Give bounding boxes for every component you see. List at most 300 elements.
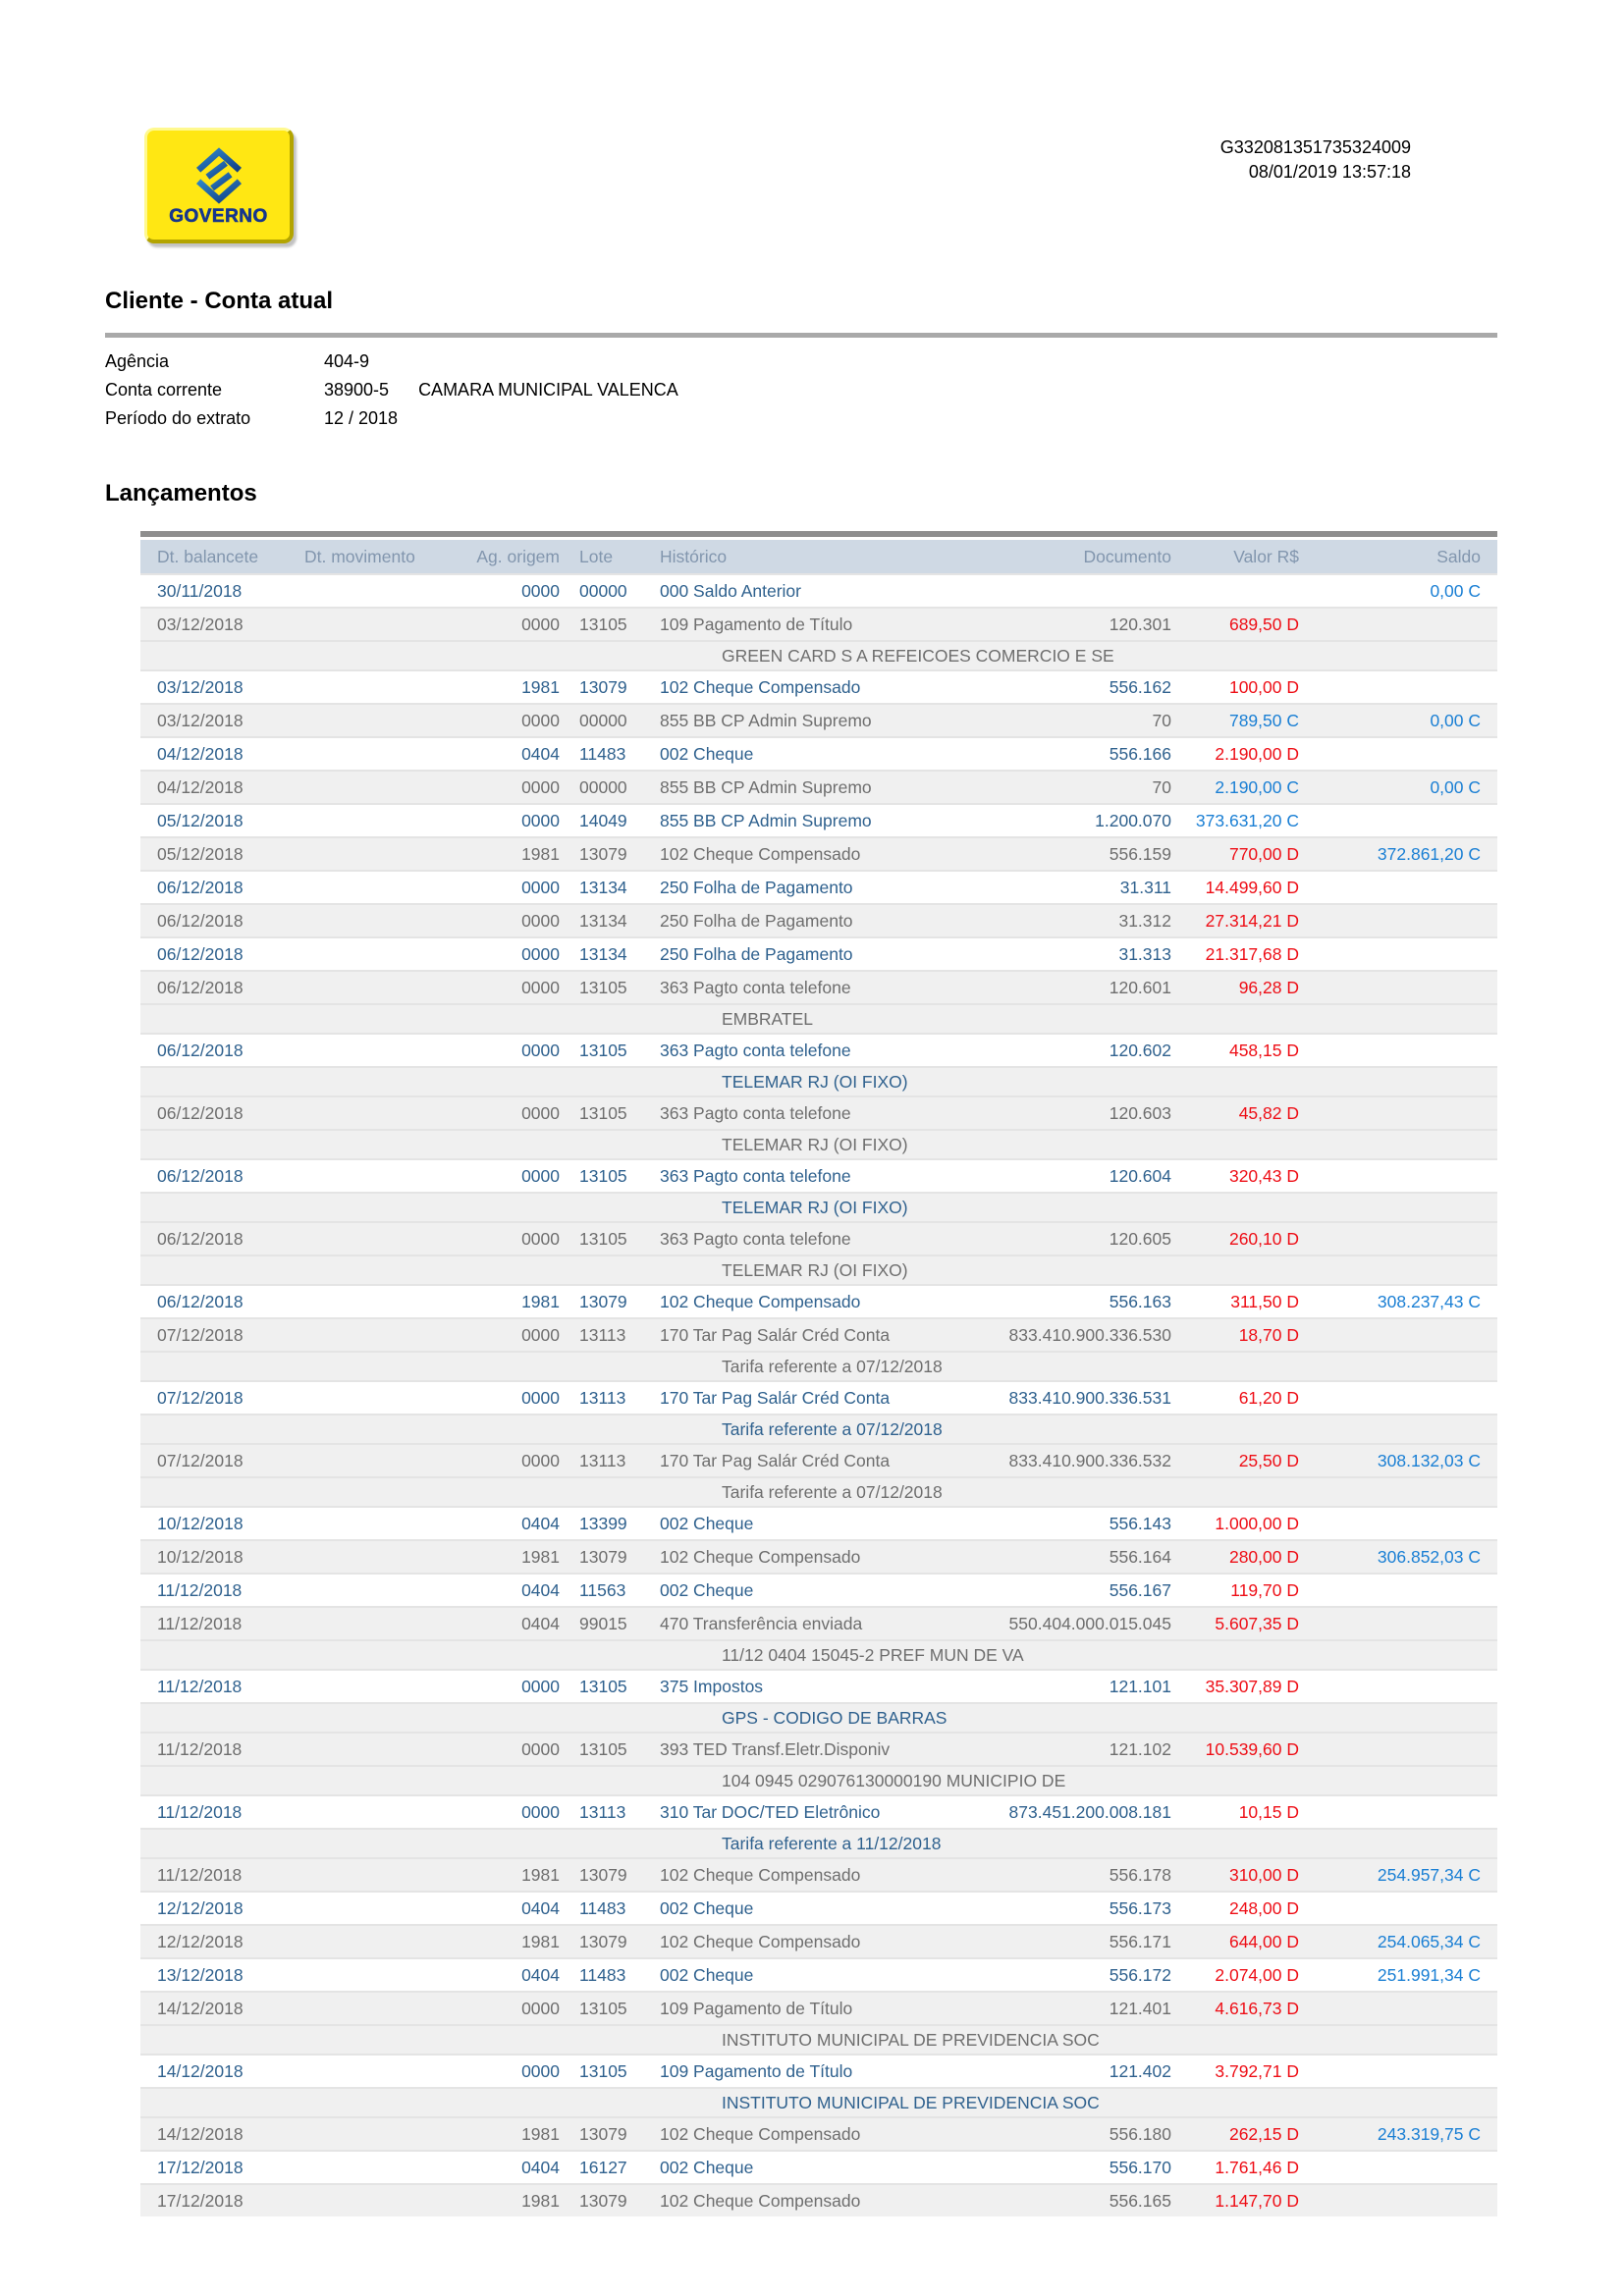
- protocol-number: G332081351735324009: [1219, 137, 1411, 157]
- documento-cell: 556.143: [1109, 1513, 1171, 1533]
- valor-cell: 25,50 D: [1238, 1450, 1299, 1470]
- dt-balancete-cell: 12/12/2018: [157, 1897, 244, 1918]
- valor-cell: 311,50 D: [1230, 1291, 1299, 1311]
- ag-origem-cell: 0404: [521, 1579, 560, 1600]
- col-header-dt-balancete: Dt. balancete: [157, 546, 259, 566]
- lote-cell: 13079: [579, 1546, 627, 1567]
- col-header-documento: Documento: [1083, 546, 1171, 566]
- saldo-cell: 0,00 C: [1430, 580, 1481, 601]
- transaction-row: [140, 1891, 1497, 1924]
- ag-origem-cell: 0000: [521, 1040, 560, 1060]
- lote-cell: 13105: [579, 1040, 627, 1060]
- lote-cell: 00000: [579, 580, 627, 601]
- transaction-row: [140, 1669, 1497, 1702]
- dt-balancete-cell: 14/12/2018: [157, 2123, 244, 2144]
- documento-cell: 121.101: [1109, 1676, 1171, 1696]
- valor-cell: 689,50 D: [1228, 614, 1299, 634]
- valor-cell: 2.074,00 D: [1215, 1964, 1299, 1985]
- transaction-row: [140, 936, 1497, 970]
- col-header-dt-movimento: Dt. movimento: [304, 546, 415, 566]
- valor-cell: 2.190,00 D: [1215, 743, 1299, 764]
- continuation-row: [140, 1765, 1497, 1794]
- valor-cell: 2.190,00 C: [1215, 776, 1299, 797]
- historico-cell: 102 Cheque Compensado: [660, 1546, 861, 1567]
- valor-cell: 10,15 D: [1238, 1801, 1299, 1822]
- agency-row: [105, 347, 1497, 376]
- dt-balancete-cell: 17/12/2018: [157, 2190, 244, 2211]
- dt-balancete-cell: 06/12/2018: [157, 877, 244, 897]
- documento-cell: 833.410.900.336.531: [1008, 1387, 1171, 1408]
- historico-cell: 102 Cheque Compensado: [660, 2123, 861, 2144]
- dt-balancete-cell: 11/12/2018: [157, 1613, 243, 1633]
- saldo-cell: 0,00 C: [1430, 776, 1481, 797]
- valor-cell: 320,43 D: [1228, 1165, 1299, 1186]
- valor-cell: 27.314,21 D: [1205, 910, 1299, 931]
- historico-cell: 363 Pagto conta telefone: [660, 1040, 851, 1060]
- dt-balancete-cell: 06/12/2018: [157, 1102, 244, 1123]
- transaction-row: [140, 607, 1497, 640]
- dt-balancete-cell: 07/12/2018: [157, 1450, 244, 1470]
- lote-cell: 13079: [579, 2190, 627, 2211]
- historico-cell: 170 Tar Pag Salár Créd Conta: [660, 1324, 891, 1345]
- lote-cell: 00000: [579, 710, 627, 730]
- dt-balancete-cell: 03/12/2018: [157, 676, 244, 697]
- lote-cell: 13113: [579, 1387, 626, 1408]
- dt-balancete-cell: 13/12/2018: [157, 1964, 244, 1985]
- lote-cell: 13134: [579, 910, 627, 931]
- valor-cell: 1.761,46 D: [1215, 2157, 1299, 2177]
- lote-cell: 13113: [579, 1324, 626, 1345]
- documento-cell: 70: [1152, 710, 1171, 730]
- historico-cell: 363 Pagto conta telefone: [660, 1228, 851, 1249]
- documento-cell: 120.604: [1109, 1165, 1171, 1186]
- saldo-cell: 372.861,20 C: [1377, 843, 1481, 864]
- transaction-row: [140, 1221, 1497, 1255]
- documento-cell: 556.178: [1109, 1864, 1171, 1885]
- ag-origem-cell: 0000: [521, 810, 560, 830]
- dt-balancete-cell: 06/12/2018: [157, 977, 244, 997]
- documento-cell: 550.404.000.015.045: [1008, 1613, 1171, 1633]
- dt-balancete-cell: 11/12/2018: [157, 1801, 243, 1822]
- ag-origem-cell: 0000: [521, 1998, 560, 2018]
- lote-cell: 13079: [579, 1291, 627, 1311]
- historico-cell: 170 Tar Pag Salár Créd Conta: [660, 1387, 891, 1408]
- historico-cell: 470 Transferência enviada: [660, 1613, 863, 1633]
- transaction-row: [140, 970, 1497, 1003]
- account-row: [105, 376, 1497, 404]
- valor-cell: 280,00 D: [1228, 1546, 1299, 1567]
- lote-cell: 13113: [579, 1450, 626, 1470]
- historico-cell: 375 Impostos: [660, 1676, 764, 1696]
- ag-origem-cell: 0000: [521, 1676, 560, 1696]
- dt-balancete-cell: 03/12/2018: [157, 614, 244, 634]
- continuation-text: 11/12 0404 15045-2 PREF MUN DE VA: [722, 1645, 1024, 1665]
- historico-cell: 363 Pagto conta telefone: [660, 977, 851, 997]
- transaction-row: [140, 1317, 1497, 1351]
- logo-caption: GOVERNO: [169, 205, 268, 227]
- continuation-text: Tarifa referente a 11/12/2018: [722, 1834, 942, 1853]
- lote-cell: 13105: [579, 1738, 627, 1759]
- ag-origem-cell: 0404: [521, 1513, 560, 1533]
- documento-cell: 120.602: [1109, 1040, 1171, 1060]
- transaction-row: [140, 669, 1497, 703]
- saldo-cell: 306.852,03 C: [1377, 1546, 1481, 1567]
- continuation-row: [140, 1639, 1497, 1669]
- transaction-row: [140, 1794, 1497, 1828]
- dt-balancete-cell: 10/12/2018: [157, 1513, 244, 1533]
- continuation-row: [140, 1702, 1497, 1732]
- historico-cell: 102 Cheque Compensado: [660, 1864, 861, 1885]
- historico-cell: 250 Folha de Pagamento: [660, 910, 853, 931]
- transaction-row: [140, 1284, 1497, 1317]
- documento-cell: 556.172: [1109, 1964, 1171, 1985]
- table-top-border: [140, 531, 1497, 537]
- lote-cell: 13105: [579, 1998, 627, 2018]
- documento-cell: 121.102: [1109, 1738, 1171, 1759]
- dt-balancete-cell: 11/12/2018: [157, 1676, 243, 1696]
- transaction-row: [140, 903, 1497, 936]
- ag-origem-cell: 1981: [521, 1291, 560, 1311]
- lote-cell: 14049: [579, 810, 627, 830]
- documento-cell: 121.402: [1109, 2060, 1171, 2081]
- lote-cell: 13105: [579, 1102, 627, 1123]
- lote-cell: 13079: [579, 676, 627, 697]
- dt-balancete-cell: 10/12/2018: [157, 1546, 244, 1567]
- ag-origem-cell: 0000: [521, 1450, 560, 1470]
- historico-cell: 310 Tar DOC/TED Eletrônico: [660, 1801, 881, 1822]
- ag-origem-cell: 1981: [521, 2123, 560, 2144]
- documento-cell: 120.601: [1109, 977, 1171, 997]
- documento-cell: 556.180: [1109, 2123, 1171, 2144]
- lote-cell: 11483: [579, 1897, 626, 1918]
- continuation-row: [140, 2024, 1497, 2054]
- dt-balancete-cell: 06/12/2018: [157, 1040, 244, 1060]
- dt-balancete-cell: 06/12/2018: [157, 910, 244, 931]
- period-label: Período do extrato: [105, 408, 251, 428]
- saldo-cell: 308.132,03 C: [1377, 1450, 1481, 1470]
- saldo-cell: 308.237,43 C: [1377, 1291, 1481, 1311]
- historico-cell: 109 Pagamento de Título: [660, 614, 853, 634]
- documento-cell: 120.603: [1109, 1102, 1171, 1123]
- valor-cell: 260,10 D: [1228, 1228, 1299, 1249]
- historico-cell: 363 Pagto conta telefone: [660, 1102, 851, 1123]
- continuation-row: [140, 1066, 1497, 1095]
- section-divider: [105, 333, 1497, 338]
- continuation-text: INSTITUTO MUNICIPAL DE PREVIDENCIA SOC: [722, 2030, 1100, 2050]
- transaction-row: [140, 2183, 1497, 2216]
- transaction-row: [140, 1924, 1497, 1957]
- continuation-row: [140, 2087, 1497, 2116]
- valor-cell: 14.499,60 D: [1205, 877, 1299, 897]
- dt-balancete-cell: 17/12/2018: [157, 2157, 244, 2177]
- ag-origem-cell: 1981: [521, 1546, 560, 1567]
- historico-cell: 109 Pagamento de Título: [660, 2060, 853, 2081]
- print-datetime: 08/01/2019 13:57:18: [1248, 162, 1411, 182]
- valor-cell: 770,00 D: [1228, 843, 1299, 864]
- dt-balancete-cell: 14/12/2018: [157, 2060, 244, 2081]
- lote-cell: 13079: [579, 843, 627, 864]
- historico-cell: 109 Pagamento de Título: [660, 1998, 853, 2018]
- lote-cell: 11483: [579, 743, 626, 764]
- valor-cell: 61,20 D: [1238, 1387, 1299, 1408]
- valor-cell: 644,00 D: [1228, 1931, 1299, 1951]
- account-holder: CAMARA MUNICIPAL VALENCA: [418, 380, 678, 400]
- account-value: [324, 376, 678, 404]
- valor-cell: 100,00 D: [1228, 676, 1299, 697]
- documento-cell: 833.410.900.336.530: [1008, 1324, 1171, 1345]
- continuation-text: 104 0945 029076130000190 MUNICIPIO DE: [722, 1771, 1066, 1790]
- col-header-historico: Histórico: [660, 546, 728, 566]
- historico-cell: 393 TED Transf.Eletr.Disponiv: [660, 1738, 891, 1759]
- dt-balancete-cell: 14/12/2018: [157, 1998, 244, 2018]
- dt-balancete-cell: 11/12/2018: [157, 1864, 243, 1885]
- documento-cell: 556.159: [1109, 843, 1171, 864]
- transaction-row: [140, 2116, 1497, 2150]
- continuation-text: GREEN CARD S A REFEICOES COMERCIO E SE: [722, 646, 1114, 666]
- documento-cell: 120.605: [1109, 1228, 1171, 1249]
- historico-cell: 250 Folha de Pagamento: [660, 877, 853, 897]
- saldo-cell: 0,00 C: [1430, 710, 1481, 730]
- documento-cell: 120.301: [1109, 614, 1171, 634]
- documento-cell: 556.165: [1109, 2190, 1171, 2211]
- continuation-row: [140, 640, 1497, 669]
- saldo-cell: 254.957,34 C: [1377, 1864, 1481, 1885]
- continuation-row: [140, 1192, 1497, 1221]
- continuation-text: TELEMAR RJ (OI FIXO): [722, 1072, 908, 1092]
- historico-cell: 102 Cheque Compensado: [660, 1931, 861, 1951]
- ag-origem-cell: 0404: [521, 1964, 560, 1985]
- agency-label: Agência: [105, 351, 170, 371]
- continuation-text: INSTITUTO MUNICIPAL DE PREVIDENCIA SOC: [722, 2093, 1100, 2112]
- continuation-text: TELEMAR RJ (OI FIXO): [722, 1135, 908, 1154]
- account-info: [105, 347, 1497, 433]
- period-value: 12 / 2018: [324, 408, 399, 428]
- transaction-row: [140, 1732, 1497, 1765]
- transaction-row: [140, 1606, 1497, 1639]
- valor-cell: 18,70 D: [1238, 1324, 1299, 1345]
- documento-cell: 556.163: [1109, 1291, 1171, 1311]
- ag-origem-cell: 0404: [521, 2157, 560, 2177]
- continuation-row: [140, 1476, 1497, 1506]
- documento-cell: 556.166: [1109, 743, 1171, 764]
- historico-cell: 855 BB CP Admin Supremo: [660, 776, 872, 797]
- lote-cell: 11563: [579, 1579, 626, 1600]
- lote-cell: 13079: [579, 2123, 627, 2144]
- continuation-text: Tarifa referente a 07/12/2018: [722, 1419, 943, 1439]
- lote-cell: 16127: [579, 2157, 627, 2177]
- dt-balancete-cell: 05/12/2018: [157, 810, 244, 830]
- transaction-row: [140, 770, 1497, 803]
- documento-cell: 833.410.900.336.532: [1008, 1450, 1171, 1470]
- historico-cell: 855 BB CP Admin Supremo: [660, 710, 872, 730]
- transaction-row: [140, 2150, 1497, 2183]
- valor-cell: 4.616,73 D: [1215, 1998, 1299, 2018]
- continuation-row: [140, 1414, 1497, 1443]
- ag-origem-cell: 1981: [521, 1864, 560, 1885]
- documento-cell: 31.313: [1118, 943, 1171, 964]
- documento-cell: 556.173: [1109, 1897, 1171, 1918]
- ag-origem-cell: 0000: [521, 710, 560, 730]
- ag-origem-cell: 0000: [521, 1801, 560, 1822]
- ag-origem-cell: 1981: [521, 2190, 560, 2211]
- dt-balancete-cell: 03/12/2018: [157, 710, 244, 730]
- section-title-client: Cliente - Conta atual: [105, 288, 334, 314]
- lote-cell: 13105: [579, 1165, 627, 1186]
- dt-balancete-cell: 06/12/2018: [157, 943, 244, 964]
- documento-cell: 556.171: [1109, 1931, 1171, 1951]
- lote-cell: 13079: [579, 1931, 627, 1951]
- continuation-text: GPS - CODIGO DE BARRAS: [722, 1708, 947, 1728]
- account-label: Conta corrente: [105, 380, 223, 400]
- ag-origem-cell: 0000: [521, 943, 560, 964]
- continuation-text: EMBRATEL: [722, 1009, 814, 1029]
- continuation-text: Tarifa referente a 07/12/2018: [722, 1357, 943, 1376]
- continuation-row: [140, 1828, 1497, 1857]
- ag-origem-cell: 0000: [521, 1738, 560, 1759]
- dt-balancete-cell: 06/12/2018: [157, 1228, 244, 1249]
- transaction-row: [140, 1443, 1497, 1476]
- ag-origem-cell: 1981: [521, 676, 560, 697]
- valor-cell: 1.000,00 D: [1215, 1513, 1299, 1533]
- documento-cell: 556.164: [1109, 1546, 1171, 1567]
- lote-cell: 13105: [579, 2060, 627, 2081]
- ag-origem-cell: 0000: [521, 1228, 560, 1249]
- lote-cell: 13105: [579, 1228, 627, 1249]
- lote-cell: 13105: [579, 614, 627, 634]
- historico-cell: 002 Cheque: [660, 743, 754, 764]
- ag-origem-cell: 0000: [521, 776, 560, 797]
- col-header-valor: Valor R$: [1233, 546, 1299, 566]
- historico-cell: 002 Cheque: [660, 1513, 754, 1533]
- valor-cell: 373.631,20 C: [1195, 810, 1299, 830]
- transaction-row: [140, 1158, 1497, 1192]
- lote-cell: 13105: [579, 1676, 627, 1696]
- saldo-cell: 251.991,34 C: [1377, 1964, 1481, 1985]
- transaction-row: [140, 736, 1497, 770]
- documento-cell: 70: [1152, 776, 1171, 797]
- valor-cell: 262,15 D: [1228, 2123, 1299, 2144]
- documento-cell: 31.312: [1118, 910, 1171, 931]
- transaction-row: [140, 1033, 1497, 1066]
- ag-origem-cell: 0404: [521, 743, 560, 764]
- valor-cell: 3.792,71 D: [1215, 2060, 1299, 2081]
- historico-cell: 102 Cheque Compensado: [660, 1291, 861, 1311]
- historico-cell: 002 Cheque: [660, 2157, 754, 2177]
- dt-balancete-cell: 05/12/2018: [157, 843, 244, 864]
- lote-cell: 11483: [579, 1964, 626, 1985]
- ag-origem-cell: 0404: [521, 1897, 560, 1918]
- ag-origem-cell: 1981: [521, 1931, 560, 1951]
- saldo-cell: 254.065,34 C: [1377, 1931, 1481, 1951]
- col-header-ag-origem: Ag. origem: [476, 546, 560, 566]
- lote-cell: 99015: [579, 1613, 627, 1633]
- valor-cell: 310,00 D: [1228, 1864, 1299, 1885]
- lote-cell: 00000: [579, 776, 627, 797]
- documento-cell: 556.167: [1109, 1579, 1171, 1600]
- continuation-text: TELEMAR RJ (OI FIXO): [722, 1198, 908, 1217]
- account-number: 38900-5: [324, 380, 390, 400]
- ag-origem-cell: 0000: [521, 910, 560, 931]
- continuation-text: TELEMAR RJ (OI FIXO): [722, 1260, 908, 1280]
- transaction-row: [140, 1539, 1497, 1573]
- historico-cell: 102 Cheque Compensado: [660, 2190, 861, 2211]
- continuation-row: [140, 1129, 1497, 1158]
- valor-cell: 1.147,70 D: [1215, 2190, 1299, 2211]
- historico-cell: 102 Cheque Compensado: [660, 843, 861, 864]
- section-title-statement: Lançamentos: [105, 480, 257, 507]
- ag-origem-cell: 0000: [521, 877, 560, 897]
- continuation-text: Tarifa referente a 07/12/2018: [722, 1482, 943, 1502]
- valor-cell: 5.607,35 D: [1215, 1613, 1299, 1633]
- lote-cell: 13079: [579, 1864, 627, 1885]
- transactions-table: [140, 531, 1497, 2216]
- col-header-saldo: Saldo: [1436, 546, 1481, 566]
- continuation-row: [140, 1255, 1497, 1284]
- ag-origem-cell: 0000: [521, 580, 560, 601]
- dt-balancete-cell: 11/12/2018: [157, 1738, 243, 1759]
- lote-cell: 13134: [579, 943, 627, 964]
- dt-balancete-cell: 07/12/2018: [157, 1324, 244, 1345]
- transaction-row: [140, 1573, 1497, 1606]
- valor-cell: 96,28 D: [1238, 977, 1299, 997]
- historico-cell: 170 Tar Pag Salár Créd Conta: [660, 1450, 891, 1470]
- transaction-row: [140, 2054, 1497, 2087]
- documento-cell: 556.170: [1109, 2157, 1171, 2177]
- documento-cell: 1.200.070: [1095, 810, 1171, 830]
- ag-origem-cell: 0000: [521, 1102, 560, 1123]
- documento-cell: 873.451.200.008.181: [1008, 1801, 1171, 1822]
- lote-cell: 13399: [579, 1513, 627, 1533]
- ag-origem-cell: 0000: [521, 2060, 560, 2081]
- dt-balancete-cell: 06/12/2018: [157, 1291, 244, 1311]
- saldo-cell: 243.319,75 C: [1377, 2123, 1481, 2144]
- lote-cell: 13113: [579, 1801, 626, 1822]
- dt-balancete-cell: 30/11/2018: [157, 580, 243, 601]
- dt-balancete-cell: 04/12/2018: [157, 743, 244, 764]
- transaction-row: [140, 1506, 1497, 1539]
- historico-cell: 002 Cheque: [660, 1897, 754, 1918]
- ag-origem-cell: 0000: [521, 977, 560, 997]
- transaction-row: [140, 703, 1497, 736]
- valor-cell: 458,15 D: [1228, 1040, 1299, 1060]
- ag-origem-cell: 0000: [521, 1165, 560, 1186]
- continuation-row: [140, 1351, 1497, 1380]
- transaction-row: [140, 836, 1497, 870]
- transaction-row: [140, 870, 1497, 903]
- documento-cell: 31.311: [1119, 877, 1171, 897]
- transaction-row: [140, 1857, 1497, 1891]
- transaction-row: [140, 1957, 1497, 1991]
- ag-origem-cell: 0000: [521, 614, 560, 634]
- valor-cell: 248,00 D: [1228, 1897, 1299, 1918]
- dt-balancete-cell: 04/12/2018: [157, 776, 244, 797]
- transaction-row: [140, 1095, 1497, 1129]
- continuation-row: [140, 1003, 1497, 1033]
- valor-cell: 119,70 D: [1230, 1579, 1299, 1600]
- transaction-row: [140, 803, 1497, 836]
- transaction-row: [140, 1991, 1497, 2024]
- ag-origem-cell: 0000: [521, 1324, 560, 1345]
- historico-cell: 250 Folha de Pagamento: [660, 943, 853, 964]
- historico-cell: 002 Cheque: [660, 1579, 754, 1600]
- dt-balancete-cell: 06/12/2018: [157, 1165, 244, 1186]
- documento-cell: 556.162: [1109, 676, 1171, 697]
- dt-balancete-cell: 11/12/2018: [157, 1579, 243, 1600]
- transaction-row: [140, 1380, 1497, 1414]
- dt-balancete-cell: 07/12/2018: [157, 1387, 244, 1408]
- historico-cell: 000 Saldo Anterior: [660, 580, 801, 601]
- documento-cell: 121.401: [1109, 1998, 1171, 2018]
